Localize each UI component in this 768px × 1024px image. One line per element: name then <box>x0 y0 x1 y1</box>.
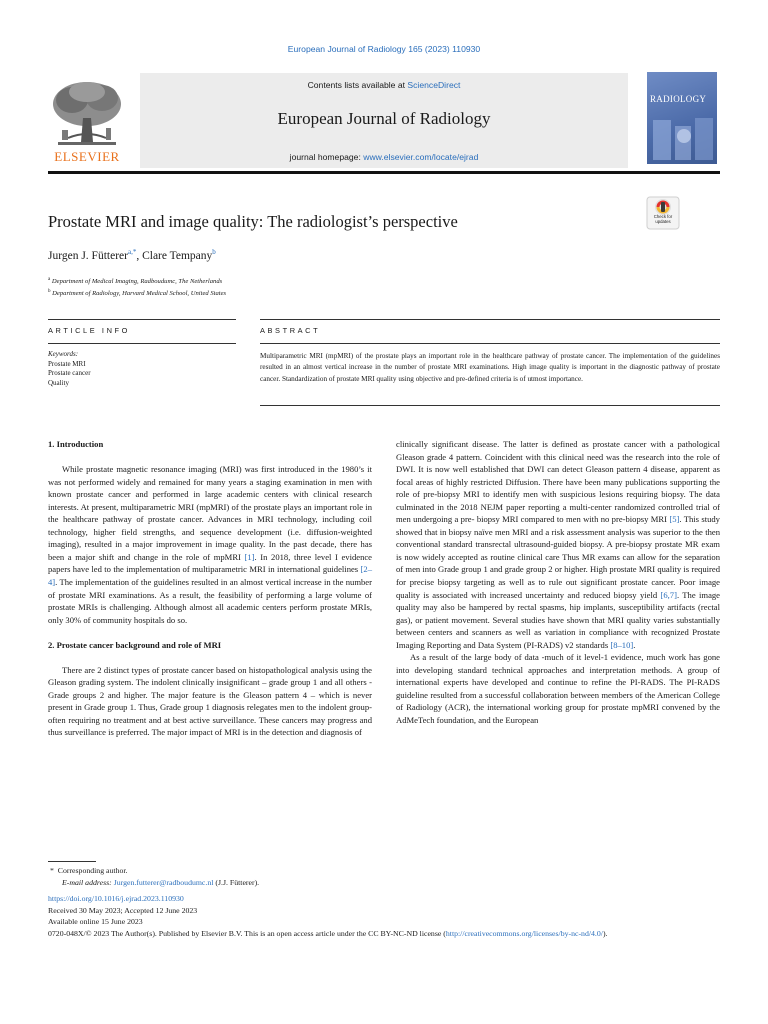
license-link[interactable]: http://creativecommons.org/licenses/by-nc-nd/4.0/ <box>445 928 603 938</box>
affiliations <box>48 275 226 298</box>
citation-link[interactable]: [8–10] <box>610 639 634 650</box>
paragraph-text: . In 2018, three level I evidence papers have led to the implementation of multiparametric MRI in international guidelines <box>48 551 373 575</box>
online-line: Available online 15 June 2023 <box>48 917 143 927</box>
keyword-item: Prostate cancer <box>48 369 91 378</box>
footnote-mark: * <box>49 866 54 875</box>
paragraph: There are 2 distinct types of prostate cancer based on histopathological analysis using the Gleason grading system. The indolent clinically insignificant – grade group 1 and all others -Grade groups 2 and higher. The major feature is the Gleason pattern 4 – which is never present in Grade group 1. Thus, Grade group 1 diagnosis relegates men to the indolent group- often requiring no treatment and at best active surveillance. These cancers may progress and thus surveillance is preferred. The major impact of MRI is in the detection and diagnosis of <box>48 664 372 738</box>
journal-cover-thumbnail[interactable] <box>647 72 717 164</box>
abstract-rule-top <box>260 319 720 320</box>
body-column-right <box>396 438 720 727</box>
paragraph <box>48 463 372 626</box>
article-info-rule-2 <box>48 343 236 344</box>
authors <box>48 248 216 262</box>
keywords-block <box>48 350 91 389</box>
author-affil-mark[interactable]: b <box>212 248 216 256</box>
homepage-prefix: journal homepage: <box>289 152 364 162</box>
paragraph-text: clinically significant disease. The latter is defined as prostate cancer with a pathological Gleason grade 4 pattern. Coincident with this clinical need was the research into the role of DWI. It is now well established that DWI can detect Gleason pattern 4 disease, apparent as focal areas of highly restricted Diffusion. There have been many publications supporting the role of pre-biopsy MRI to identify men with suspicious lesions requiring biopsy. The data culminated in the 2018 NEJM paper reporting a multi-center randomized controlled trial of men undergoing a pre- biopsy MRI compared to men with no pre-biopsy MRI <box>396 439 720 525</box>
affiliation-text: Department of Medical Imaging, Radboudumc, The Netherlands <box>51 278 223 286</box>
check-for-updates-label: Check for updates <box>653 214 673 224</box>
paragraph-text: While prostate magnetic resonance imaging (MRI) was first introduced in the 1980’s it was not performed widely and remained for many years a staging examination in men with known prostate cancer and performed in large academic centers with clinical research interests. At present, multiparametric MRI (mpMRI) of the prostate plays an important role in the healthcare pathway of prostate cancer. Advances in MRI technology, including coil technology, higher field strengths, and sequence development (i.e. diffusion-weighted imaging), resulted in a major improvement in image quality. In the past decade, there has been a major shift and change in the role of mpMRI <box>48 464 372 562</box>
author-name[interactable]: Jurgen J. Fütterer <box>48 249 128 262</box>
email-link[interactable]: Jurgen.futterer@radboudumc.nl <box>113 877 214 887</box>
doi-link[interactable]: https://doi.org/10.1016/j.ejrad.2023.110930 <box>48 894 184 904</box>
author-name[interactable]: Clare Tempany <box>142 249 213 262</box>
license-text: 0720-048X/© 2023 The Author(s). Published by Elsevier B.V. This is an open access article under the CC BY-NC-ND license ( <box>48 928 446 938</box>
citation-link[interactable]: [1] <box>244 551 255 562</box>
check-for-updates-icon[interactable] <box>646 196 680 230</box>
body-column-left <box>48 438 372 739</box>
citation-link[interactable]: [2–4] <box>48 564 372 587</box>
homepage-line <box>140 152 628 162</box>
journal-reference[interactable]: European Journal of Radiology 165 (2023) 110930 <box>287 44 481 54</box>
abstract-rule-bottom <box>260 405 720 406</box>
affiliation-a <box>48 275 226 287</box>
paragraph: As a result of the large body of data -much of it level-1 evidence, much work has gone into developing standard technical approaches and interpretation methods. A group of international experts have developed and continue to refine the PI-RADS. The PI-RADS guideline resulted from a successful collaboration between members of the American College of Radiology (ACR), the international working group for prostate mpMRI convened by the AdMeTech foundation, and the European <box>396 652 720 726</box>
article-title: Prostate MRI and image quality: The radiologist’s perspective <box>48 212 458 231</box>
email-label: E-mail address: <box>62 877 112 887</box>
paragraph-text: . <box>633 639 636 650</box>
article-info-rule <box>48 319 236 320</box>
keyword-item: Prostate MRI <box>48 359 86 368</box>
license-text: ). <box>602 928 608 938</box>
abstract-rule-2 <box>260 343 720 344</box>
email-note <box>48 877 720 889</box>
affiliation-mark: b <box>48 288 51 294</box>
article-info-heading: ARTICLE INFO <box>48 326 130 335</box>
footnote-rule <box>48 861 96 862</box>
elsevier-wordmark: ELSEVIER <box>54 149 120 164</box>
contents-line <box>140 80 628 90</box>
header-divider <box>48 171 720 174</box>
corresponding-author-note <box>48 865 720 877</box>
author-affil-mark[interactable]: a,* <box>127 248 137 256</box>
paragraph <box>396 438 720 651</box>
homepage-link[interactable]: www.elsevier.com/locate/ejrad <box>363 152 479 162</box>
affiliation-b <box>48 287 226 299</box>
journal-title: European Journal of Radiology <box>277 109 491 128</box>
doi-line <box>48 893 720 905</box>
contents-prefix: Contents lists available at <box>307 80 408 90</box>
affiliation-text: Department of Radiology, Harvard Medical School, United States <box>52 289 227 297</box>
received-line: Received 30 May 2023; Accepted 12 June 2023 <box>48 905 198 915</box>
cover-title: RADIOLOGY <box>650 94 707 104</box>
footnotes <box>48 865 720 940</box>
citation-link[interactable]: [5] <box>669 514 680 525</box>
keyword-item: Quality <box>48 379 69 388</box>
footnote-text: Corresponding author. <box>57 866 128 875</box>
abstract-text: Multiparametric MRI (mpMRI) of the prostate plays an important role in the healthcare pathway of prostate cancer. The implementation of the guidelines resulted in an almost vertical increase in the number of prostate MRI examinations. High image quality is important in the diagnostic pathway of prostate cancer. Standardization of prostate MRI quality using objective and pre-defined criteria is of utmost importance. <box>260 352 720 383</box>
section-heading: 2. Prostate cancer background and role of MRI <box>48 639 222 650</box>
footnote-text: (J.J. Fütterer). <box>213 877 260 887</box>
cover-art-icon <box>647 116 717 164</box>
sciencedirect-link[interactable]: ScienceDirect <box>407 80 461 90</box>
abstract-heading: ABSTRACT <box>260 326 321 335</box>
citation-link[interactable]: [6,7] <box>660 589 677 600</box>
section-heading: 1. Introduction <box>48 439 104 449</box>
keywords-label: Keywords: <box>48 350 79 358</box>
journal-banner <box>48 70 720 170</box>
affiliation-mark: a <box>48 277 51 282</box>
license-line <box>48 928 720 940</box>
paragraph-text: . The implementation of the guidelines resulted in an almost vertical increase in the number of prostate MRI examinations. As a result, the feasibility of performing a large volume of prostate MRIs is challenging. Although almost all academic centers perform prostate MRIs, only 30% of community hospitals do so. <box>48 576 372 625</box>
tree-icon <box>48 78 126 150</box>
author-separator: , <box>136 249 143 262</box>
paragraph-text: . The image quality may also be hampered by rectal spasms, hip implants, susceptibility artifacts (rectal gas), or patient movement. Several studies have shown that MRI quality varies substantially between centers and scanners as well as variation in compliance with recognized Prostate Imaging Reporting and Data System (PI-RADS) v2 standards <box>396 589 720 650</box>
banner-center <box>140 73 628 168</box>
paragraph-text: . This study showed that in biopsy naïve men MRI and a risk assessment analysis was superior to the then conventional standard transrectal ultrasound-guided biopsy. A pre-biopsy prostate MR exam is now widely accepted as routine clinical care Thus MR exams can allow for the separation of men into Grade group 1 and grade group 2 or higher. High prostate MRI quality is required for precise biopsy targeting as well as to rule out significant prostate cancer. Poor image quality is associated with increased uncertainty and reduced biopsy yield <box>396 514 720 600</box>
